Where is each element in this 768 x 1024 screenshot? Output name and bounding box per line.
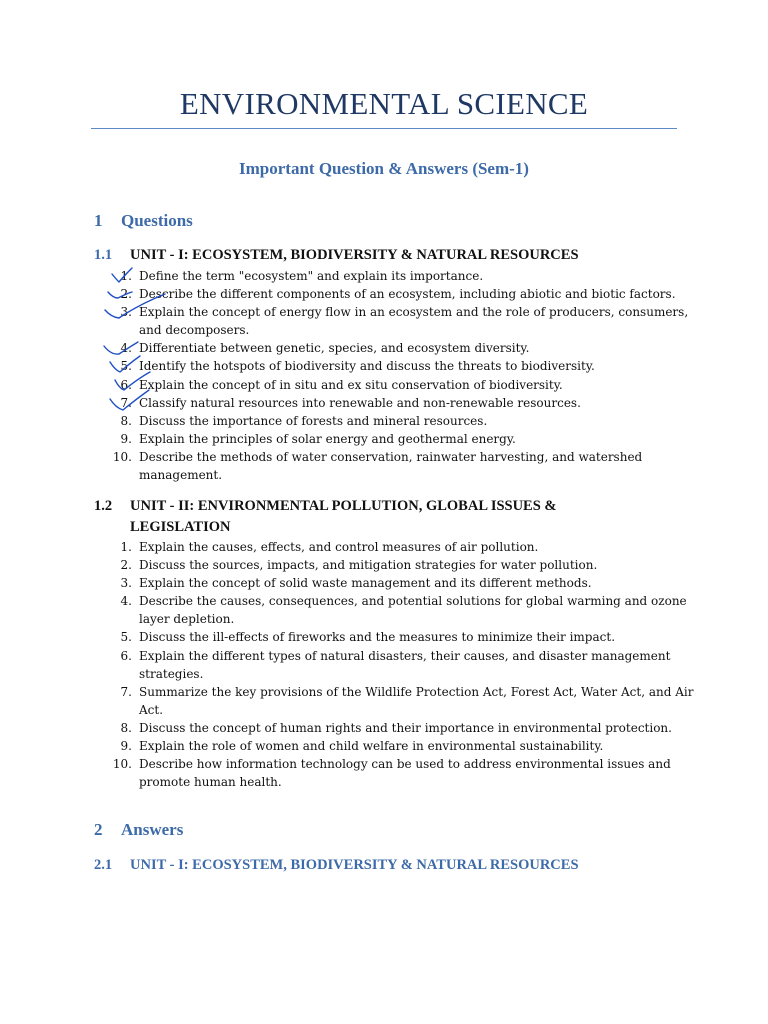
- list-item: 5. Discuss the ill-effects of fireworks and the measures to minimize their impact.: [120, 630, 616, 645]
- list-item: 5. Identify the hotspots of biodiversity and discuss the threats to biodiversity.: [120, 359, 595, 374]
- question-list-unit1: [94, 267, 694, 484]
- unit-title: UNIT - I: ECOSYSTEM, BIODIVERSITY & NATURAL RESOURCES: [130, 247, 579, 263]
- list-item: 8. Discuss the importance of forests and mineral resources.: [120, 413, 488, 428]
- list-item: 6. Explain the different types of natural disasters, their causes, and disaster management strategies.: [120, 648, 671, 681]
- section-title: Answers: [121, 820, 184, 839]
- list-item: 1. Define the term "ecosystem" and explain its importance.: [120, 269, 484, 283]
- list-item: 4. Differentiate between genetic, species, and ecosystem diversity.: [120, 341, 530, 356]
- list-item: 1. Explain the causes, effects, and control measures of air pollution.: [120, 540, 539, 554]
- document-subtitle: Important Question & Answers (Sem-1): [239, 159, 529, 178]
- section-number: 2: [94, 820, 103, 839]
- list-item: 6. Explain the concept of in situ and ex situ conservation of biodiversity.: [120, 377, 563, 392]
- question-list-unit2: [94, 538, 694, 791]
- section-title: Questions: [121, 211, 193, 230]
- document-title: ENVIRONMENTAL SCIENCE: [179, 86, 589, 121]
- list-item: 4. Describe the causes, consequences, and potential solutions for global warming and ozone layer depletion.: [120, 594, 687, 627]
- list-item: 8. Discuss the concept of human rights and their importance in environmental protection.: [120, 720, 672, 735]
- section-heading-questions: [94, 211, 193, 231]
- unit-number: 2.1: [94, 857, 113, 873]
- list-item: 3. Explain the concept of solid waste management and its different methods.: [120, 576, 592, 591]
- unit-number: 1.2: [94, 498, 113, 514]
- title-divider: [91, 128, 677, 129]
- list-item: 9. Explain the principles of solar energy and geothermal energy.: [120, 431, 516, 446]
- unit-title: UNIT - I: ECOSYSTEM, BIODIVERSITY & NATURAL RESOURCES: [130, 857, 579, 873]
- list-item: 9. Explain the role of women and child welfare in environmental sustainability.: [120, 739, 604, 754]
- section-heading-answers: [94, 820, 183, 840]
- list-item: 7. Summarize the key provisions of the Wildlife Protection Act, Forest Act, Water Act, and Air Act.: [120, 684, 694, 717]
- list-item: 10. Describe the methods of water conservation, rainwater harvesting, and watershed management.: [112, 449, 643, 483]
- list-item: 10. Describe how information technology can be used to address environmental issues and promote human health.: [112, 757, 671, 790]
- unit-title-line1: UNIT - II: ENVIRONMENTAL POLLUTION, GLOBAL ISSUES &: [130, 498, 557, 514]
- unit-number: 1.1: [94, 247, 113, 263]
- list-item: 7. Classify natural resources into renewable and non-renewable resources.: [120, 395, 581, 410]
- list-item: 2. Describe the different components of an ecosystem, including abiotic and biotic factors.: [120, 287, 676, 302]
- list-item: 3. Explain the concept of energy flow in an ecosystem and the role of producers, consumers, and decomposers.: [120, 305, 689, 338]
- list-item: 2. Discuss the sources, impacts, and mitigation strategies for water pollution.: [120, 558, 598, 573]
- section-number: 1: [94, 211, 103, 230]
- unit-title-line2: LEGISLATION: [130, 519, 231, 535]
